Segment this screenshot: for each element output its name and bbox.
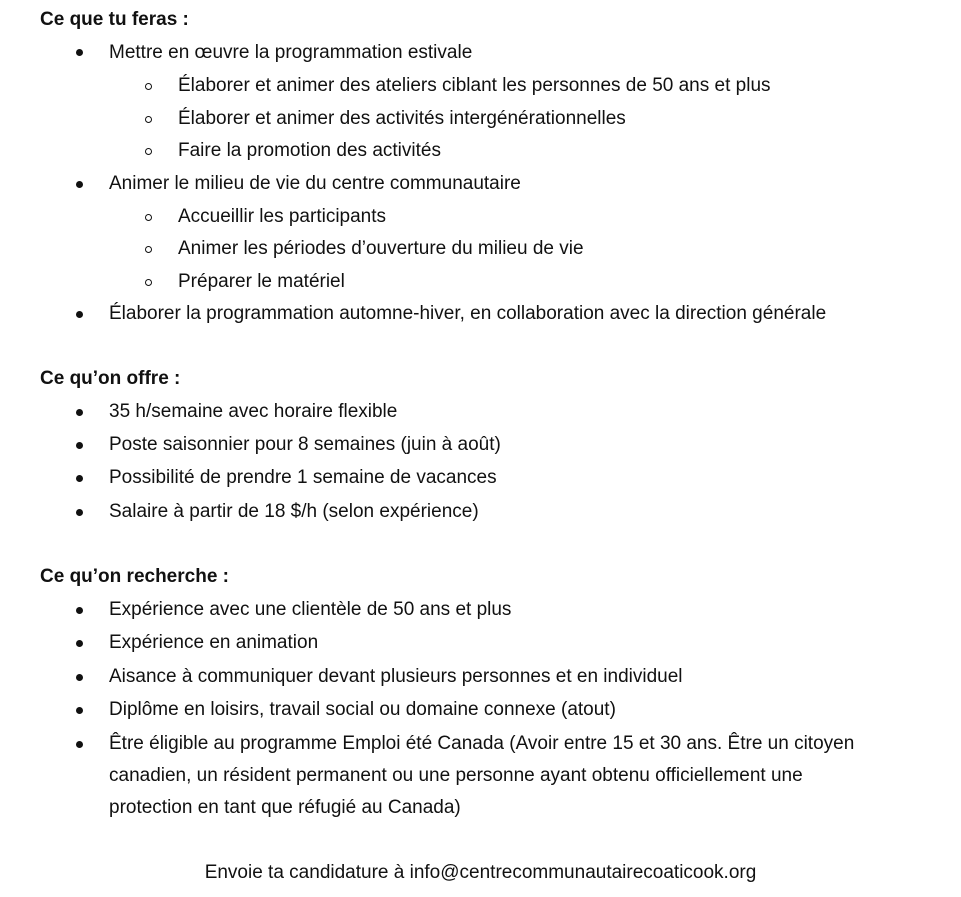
sub-bullet-icon: [145, 148, 152, 155]
list-item: Poste saisonnier pour 8 semaines (juin à août): [109, 434, 501, 455]
list-item: Animer le milieu de vie du centre communautaire: [109, 173, 521, 194]
section-heading-offer: Ce qu’on offre :: [40, 368, 181, 389]
sub-bullet-icon: [145, 214, 152, 221]
bullet-icon: [76, 442, 83, 449]
sub-list-item: Élaborer et animer des ateliers ciblant les personnes de 50 ans et plus: [178, 75, 771, 96]
list-item: Expérience avec une clientèle de 50 ans et plus: [109, 599, 512, 620]
sub-list-item: Élaborer et animer des activités intergénérationnelles: [178, 108, 626, 129]
list-item: Possibilité de prendre 1 semaine de vacances: [109, 467, 497, 488]
list-item: 35 h/semaine avec horaire flexible: [109, 401, 398, 422]
sub-bullet-icon: [145, 116, 152, 123]
bullet-icon: [76, 509, 83, 516]
list-item: Élaborer la programmation automne-hiver, en collaboration avec la direction générale: [109, 303, 827, 324]
bullet-icon: [76, 607, 83, 614]
bullet-icon: [76, 741, 83, 748]
section-heading-tasks: Ce que tu feras :: [40, 9, 189, 30]
section-heading-requirements: Ce qu’on recherche :: [40, 566, 229, 587]
list-item-line: protection en tant que réfugié au Canada): [109, 797, 461, 818]
bullet-icon: [76, 475, 83, 482]
bullet-icon: [76, 311, 83, 318]
list-item: Aisance à communiquer devant plusieurs personnes et en individuel: [109, 666, 683, 687]
list-item: Diplôme en loisirs, travail social ou domaine connexe (atout): [109, 699, 616, 720]
list-item-line: Être éligible au programme Emploi été Canada (Avoir entre 15 et 30 ans. Être un citoyen: [109, 733, 855, 754]
sub-bullet-icon: [145, 279, 152, 286]
sub-list-item: Préparer le matériel: [178, 271, 345, 292]
sub-bullet-icon: [145, 246, 152, 253]
bullet-icon: [76, 181, 83, 188]
list-item: Salaire à partir de 18 $/h (selon expérience): [109, 501, 479, 522]
list-item-line: canadien, un résident permanent ou une personne ayant obtenu officiellement une: [109, 765, 803, 786]
bullet-icon: [76, 674, 83, 681]
sub-list-item: Animer les périodes d’ouverture du milieu de vie: [178, 238, 584, 259]
bullet-icon: [76, 707, 83, 714]
sub-list-item: Accueillir les participants: [178, 206, 387, 227]
list-item: Expérience en animation: [109, 632, 319, 653]
sub-bullet-icon: [145, 83, 152, 90]
footer-prefix: Envoie ta candidature à: [204, 862, 410, 883]
list-item: Mettre en œuvre la programmation estivale: [109, 42, 473, 63]
bullet-icon: [76, 49, 83, 56]
sub-list-item: Faire la promotion des activités: [178, 140, 441, 161]
contact-email-link[interactable]: info@centrecommunautairecoaticook.org: [409, 862, 757, 883]
application-footer: [0, 861, 961, 885]
bullet-icon: [76, 640, 83, 647]
bullet-icon: [76, 409, 83, 416]
